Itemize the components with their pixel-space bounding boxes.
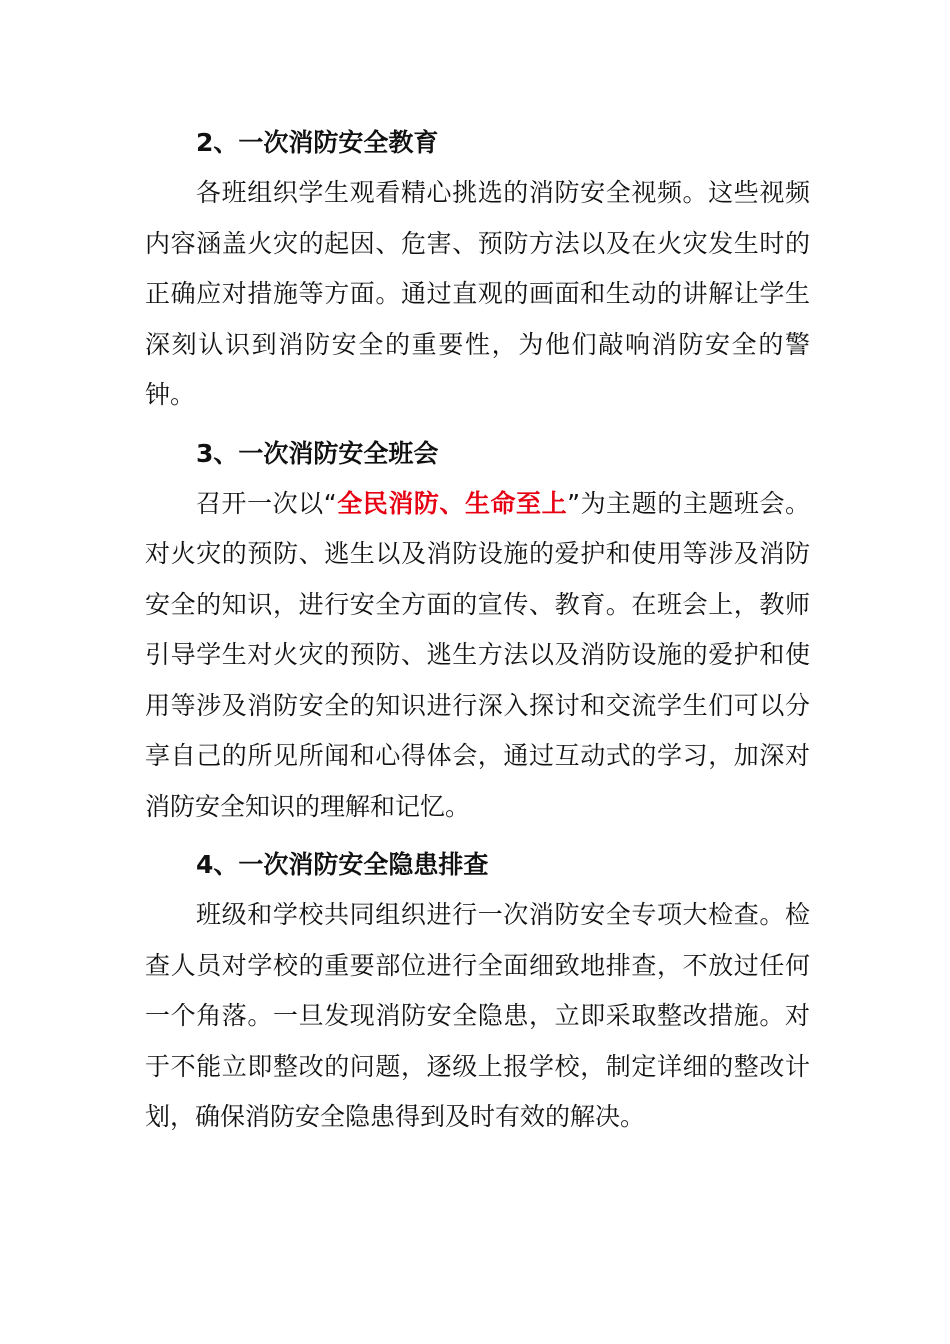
section-fire-safety-education (145, 118, 810, 421)
section-paragraph: 班级和学校共同组织进行一次消防安全专项大检查。检查人员对学校的重要部位进行全面细致地排查，不放过任何一个角落。一旦发现消防安全隐患，立即采取整改措施。对于不能立即整改的问题，逐级上报学校，制定详细的整改计划，确保消防安全隐患得到及时有效的解决。 (145, 900, 810, 1131)
document-content (145, 118, 810, 1143)
section-paragraph (145, 479, 810, 833)
paragraph-text-after: ”为主题的主题班会。对火灾的预防、逃生以及消防设施的爱护和使用等涉及消防安全的知识，进行安全方面的宣传、教育。在班会上，教师引导学生对火灾的预防、逃生方法以及消防设施的爱护和使用等涉及消防安全的知识进行深入探讨和交流学生们可以分享自己的所见所闻和心得体会，通过互动式的学习，加深对消防安全知识的理解和记忆。 (145, 488, 810, 821)
section-heading: 4、一次消防安全隐患排查 (196, 850, 489, 879)
section-fire-safety-class-meeting (145, 429, 810, 833)
section-heading: 3、一次消防安全班会 (196, 438, 439, 468)
paragraph-text-before: 召开一次以“ (196, 488, 337, 518)
highlighted-theme: 全民消防、生命至上 (336, 488, 568, 518)
section-fire-hazard-inspection (145, 840, 810, 1143)
section-heading: 2、一次消防安全教育 (196, 128, 439, 157)
section-paragraph: 各班组织学生观看精心挑选的消防安全视频。这些视频内容涵盖火灾的起因、危害、预防方法以及在火灾发生时的正确应对措施等方面。通过直观的画面和生动的讲解让学生深刻认识到消防安全的重要性，为他们敲响消防安全的警钟。 (145, 178, 810, 409)
